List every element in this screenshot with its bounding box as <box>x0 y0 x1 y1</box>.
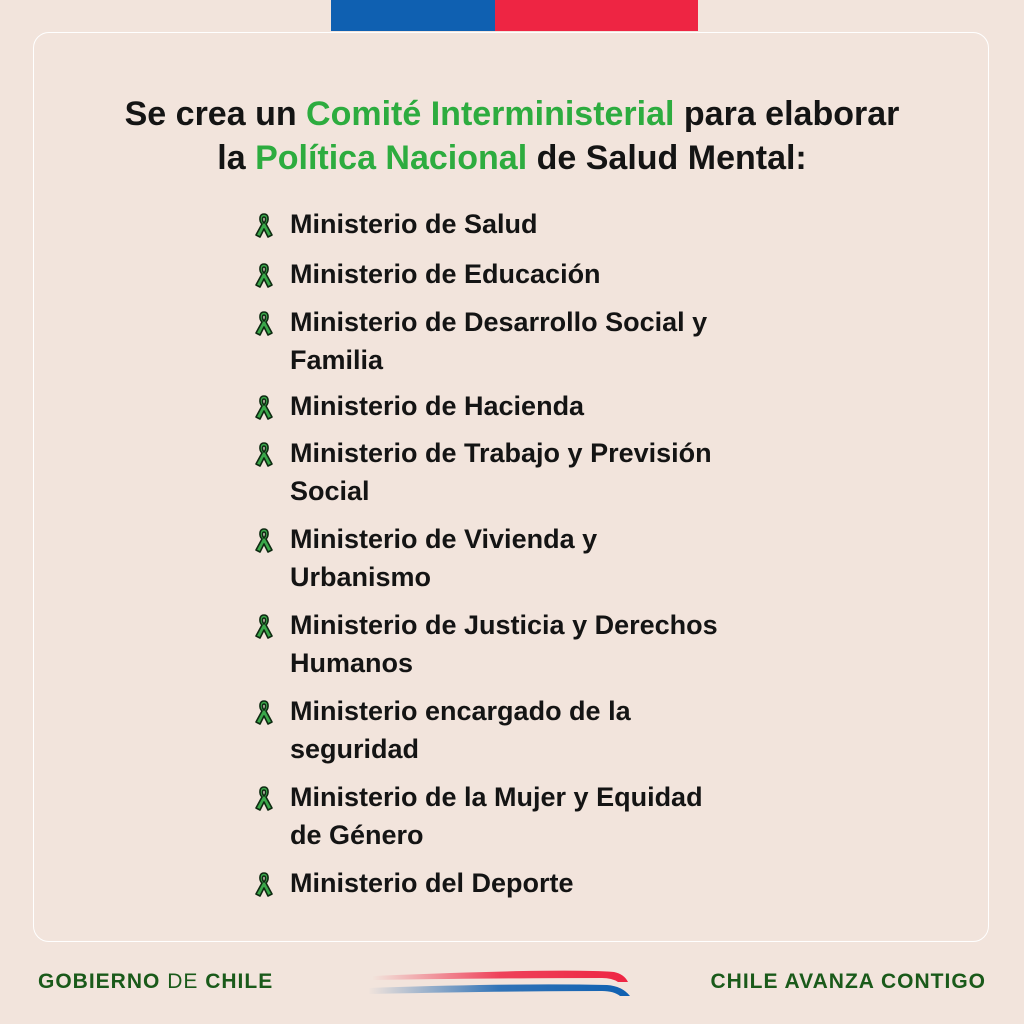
list-item-label <box>290 520 772 596</box>
list-item-line: Ministerio de Trabajo y Previsión <box>290 438 712 468</box>
list-item <box>252 864 772 902</box>
footer-chile-avanza-contigo: CHILE AVANZA CONTIGO <box>710 970 986 993</box>
green-ribbon-icon <box>252 309 276 337</box>
list-item-line: Familia <box>290 345 384 375</box>
list-item-line: Ministerio de Desarrollo Social y <box>290 307 708 337</box>
list-item <box>252 255 772 293</box>
footer-gobierno-de-chile: GOBIERNO DE CHILE <box>38 970 274 993</box>
list-item-label <box>290 434 772 510</box>
green-ribbon-icon <box>252 698 276 726</box>
list-item-line: Ministerio de Hacienda <box>290 391 585 421</box>
list-item-line: Ministerio encargado de la <box>290 696 631 726</box>
green-ribbon-icon <box>252 440 276 468</box>
list-item-line: Ministerio de Vivienda y <box>290 524 598 554</box>
green-ribbon-icon <box>252 612 276 640</box>
list-item-line: de Género <box>290 820 424 850</box>
list-item <box>252 520 772 596</box>
list-item <box>252 434 772 510</box>
list-item-line: Ministerio de Justicia y Derechos <box>290 610 718 640</box>
headline-line-2: la Política Nacional de Salud Mental: <box>217 139 807 177</box>
green-ribbon-icon <box>252 261 276 289</box>
list-item <box>252 205 772 243</box>
list-item <box>252 387 772 425</box>
list-item-line: Humanos <box>290 648 414 678</box>
headline-highlight-1: Comité Interministerial <box>306 95 675 133</box>
list-item-label <box>290 864 772 902</box>
list-item-line: Ministerio del Deporte <box>290 868 574 898</box>
list-item <box>252 303 772 379</box>
headline-line-1: Se crea un Comité Interministerial para elaborar <box>124 95 900 133</box>
list-item-label <box>290 205 772 243</box>
list-item-line: Ministerio de Salud <box>290 209 538 239</box>
list-item-line: Ministerio de la Mujer y Equidad <box>290 782 703 812</box>
list-item-label <box>290 303 772 379</box>
list-item-label <box>290 778 772 854</box>
list-item-label <box>290 387 772 425</box>
list-item-label <box>290 692 772 768</box>
green-ribbon-icon <box>252 784 276 812</box>
chile-flag-swoosh-icon <box>362 966 634 1000</box>
list-item-line: Social <box>290 476 370 506</box>
list-item <box>252 778 772 854</box>
list-item-label <box>290 255 772 293</box>
list-item <box>252 606 772 682</box>
list-item-line: Ministerio de Educación <box>290 259 601 289</box>
list-item <box>252 692 772 768</box>
green-ribbon-icon <box>252 211 276 239</box>
list-item-line: seguridad <box>290 734 420 764</box>
headline-highlight-2: Política Nacional <box>255 139 528 177</box>
green-ribbon-icon <box>252 870 276 898</box>
green-ribbon-icon <box>252 393 276 421</box>
list-item-line: Urbanismo <box>290 562 432 592</box>
list-item-label <box>290 606 772 682</box>
green-ribbon-icon <box>252 526 276 554</box>
